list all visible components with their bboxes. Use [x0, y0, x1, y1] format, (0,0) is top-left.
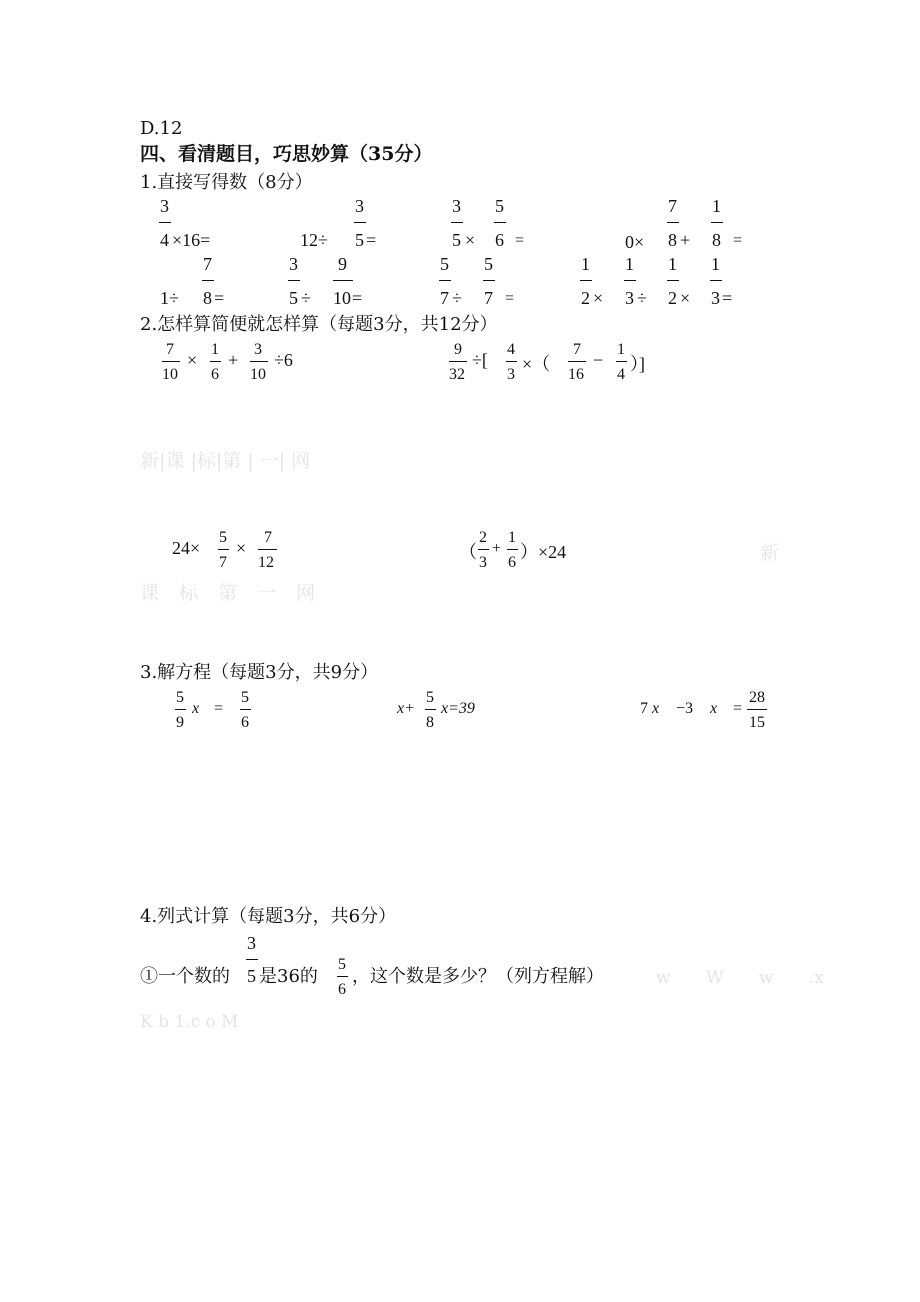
watermark: w W w .x [656, 968, 824, 988]
q4-title: 4.列式计算（每题3分，共6分） [140, 906, 397, 927]
prev-option: D.12 [140, 118, 183, 139]
section-title: 四、看清题目，巧思妙算（35分） [140, 143, 433, 165]
q3-title: 3.解方程（每题3分，共9分） [140, 662, 379, 683]
watermark: K b 1.c o M [140, 1012, 239, 1032]
watermark: 新|课 |标|第 | 一| 网 [140, 450, 311, 472]
watermark: 课 标 第 一 网 [140, 582, 316, 604]
watermark: 新 [760, 542, 780, 564]
q1-title: 1.直接写得数（8分） [140, 172, 313, 193]
q2-title: 2.怎样算简便就怎样算（每题3分，共12分） [140, 314, 498, 335]
